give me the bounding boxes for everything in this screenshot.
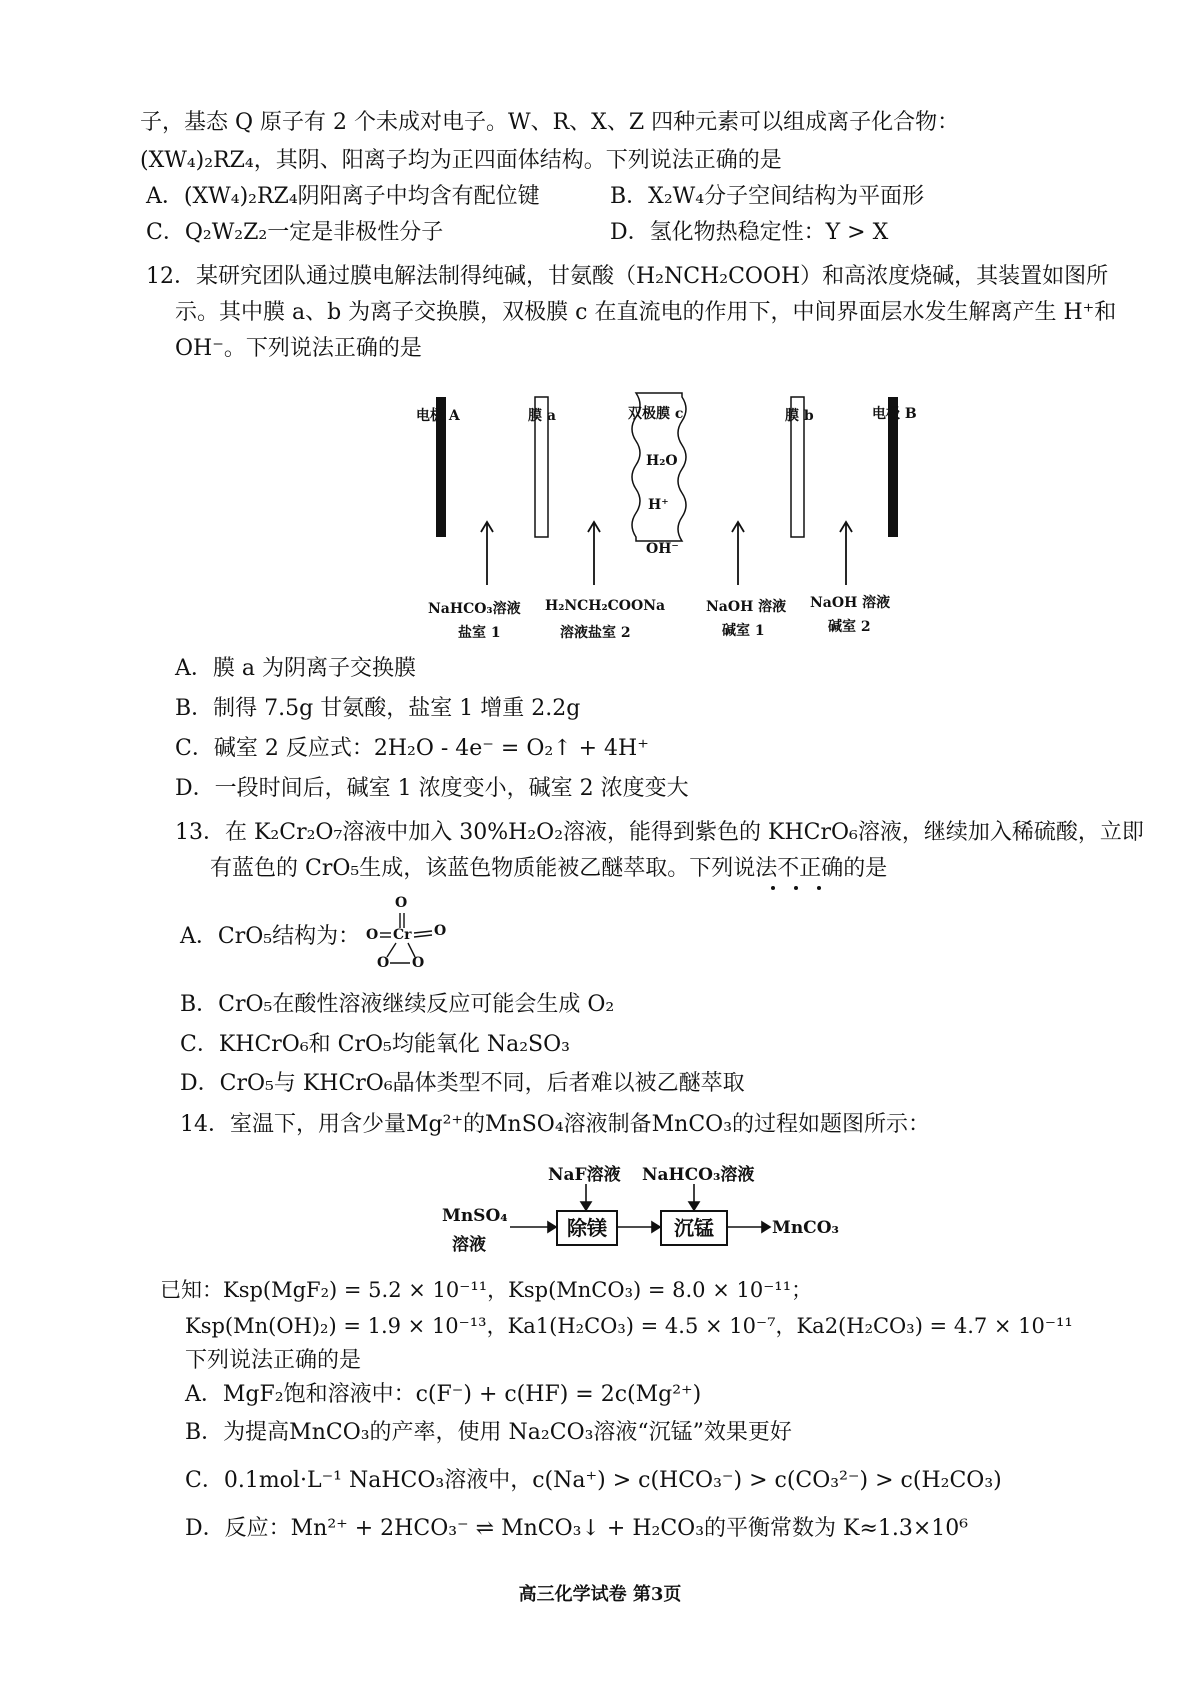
q12-line1: 12．某研究团队通过膜电解法制得纯碱，甘氨酸（H₂NCH₂COOH）和高浓度烧碱，其装置如图所 bbox=[146, 264, 1109, 289]
q13-option-d: D．CrO₅与 KHCrO₆晶体类型不同，后者难以被乙醚萃取 bbox=[180, 1071, 745, 1096]
label-room3-solution: NaOH 溶液 bbox=[706, 599, 787, 615]
label-room1-solution: NaHCO₃溶液 bbox=[428, 601, 521, 617]
q12-line2: 示。其中膜 a、b 为离子交换膜，双极膜 c 在直流电的作用下，中间界面层水发生解离产生 H⁺和 bbox=[175, 300, 1117, 325]
q13-line1: 13．在 K₂Cr₂O₇溶液中加入 30%H₂O₂溶液，能得到紫色的 KHCrO₆溶液，继续加入稀硫酸，立即 bbox=[175, 820, 1144, 845]
label-room2-name: 溶液盐室 2 bbox=[560, 625, 631, 641]
q13-option-c: C．KHCrO₆和 CrO₅均能氧化 Na₂SO₃ bbox=[180, 1032, 570, 1057]
q14-prompt: 下列说法正确的是 bbox=[185, 1348, 362, 1373]
cro5-o-bottom-right: O bbox=[412, 955, 425, 971]
flow-start-line2: 溶液 bbox=[452, 1235, 486, 1255]
q14-line1: 14．室温下，用含少量Mg²⁺的MnSO₄溶液制备MnCO₃的过程如题图所示： bbox=[180, 1112, 931, 1137]
label-oh-minus: OH⁻ bbox=[646, 541, 679, 557]
flow-start-line1: MnSO₄ bbox=[442, 1206, 508, 1226]
q14-option-d: D．反应：Mn²⁺ + 2HCO₃⁻ ⇌ MnCO₃↓ + H₂CO₃的平衡常数为 K≈1.3×10⁶ bbox=[185, 1516, 969, 1541]
page-footer: 高三化学试卷 第3页 bbox=[518, 1584, 682, 1605]
q14-option-a: A．MgF₂饱和溶液中：c(F⁻) + c(HF) = 2c(Mg²⁺) bbox=[185, 1382, 702, 1407]
q12-option-c: C．碱室 2 反应式：2H₂O - 4e⁻ = O₂↑ + 4H⁺ bbox=[175, 736, 649, 761]
q11-option-d: D．氢化物热稳定性：Y > X bbox=[610, 220, 889, 245]
q13-line2: 有蓝色的 CrO₅生成，该蓝色物质能被乙醚萃取。下列说法不正确的是 bbox=[210, 856, 888, 881]
label-membrane-b: 膜 b bbox=[785, 408, 814, 424]
q14-option-b: B．为提高MnCO₃的产率，使用 Na₂CO₃溶液“沉锰”效果更好 bbox=[185, 1420, 792, 1445]
label-h-plus: H⁺ bbox=[648, 497, 669, 513]
flow-step-precipitate-mn: 沉锰 bbox=[660, 1210, 728, 1246]
q11-line1: 子，基态 Q 原子有 2 个未成对电子。W、R、X、Z 四种元素可以组成离子化合物： bbox=[140, 110, 960, 135]
flow-product-label: MnCO₃ bbox=[772, 1218, 839, 1238]
cro5-o-right: O bbox=[434, 923, 447, 939]
label-room4-name: 碱室 2 bbox=[828, 619, 871, 635]
cro5-cr: Cr bbox=[393, 927, 412, 943]
label-room3-name: 碱室 1 bbox=[722, 623, 765, 639]
label-membrane-a: 膜 a bbox=[528, 408, 556, 424]
cro5-o-top: O bbox=[395, 895, 408, 911]
q12-option-d: D．一段时间后，碱室 1 浓度变小，碱室 2 浓度变大 bbox=[175, 776, 689, 801]
label-electrode-b: 电极 B bbox=[872, 406, 917, 422]
q12-option-b: B．制得 7.5g 甘氨酸，盐室 1 增重 2.2g bbox=[175, 696, 581, 721]
label-room1-name: 盐室 1 bbox=[458, 625, 501, 641]
cro5-o-bottom-left: O bbox=[377, 955, 390, 971]
flow-nahco3-label: NaHCO₃溶液 bbox=[642, 1165, 755, 1185]
flow-naf-label: NaF溶液 bbox=[548, 1165, 621, 1185]
label-room2-solution: H₂NCH₂COONa bbox=[545, 598, 666, 614]
q14-known-line1: 已知：Ksp(MgF₂) = 5.2 × 10⁻¹¹，Ksp(MnCO₃) = 8.0 × 10⁻¹¹； bbox=[160, 1278, 813, 1302]
q14-known-line2: Ksp(Mn(OH)₂) = 1.9 × 10⁻¹³，Ka1(H₂CO₃) = 4.5 × 10⁻⁷，Ka2(H₂CO₃) = 4.7 × 10⁻¹¹ bbox=[185, 1314, 1073, 1338]
q12-line3: OH⁻。下列说法正确的是 bbox=[175, 336, 422, 361]
q14-option-c: C．0.1mol·L⁻¹ NaHCO₃溶液中，c(Na⁺) > c(HCO₃⁻) > c(CO₃²⁻) > c(H₂CO₃) bbox=[185, 1468, 1002, 1493]
label-bipolar-membrane: 双极膜 c bbox=[628, 406, 684, 422]
cro5-o-left: O bbox=[366, 927, 379, 943]
q13-option-a: A．CrO₅结构为： bbox=[180, 924, 361, 949]
q11-option-b: B．X₂W₄分子空间结构为平面形 bbox=[610, 184, 925, 209]
label-room4-solution: NaOH 溶液 bbox=[810, 595, 891, 611]
q11-line2: (XW₄)₂RZ₄，其阴、阳离子均为正四面体结构。下列说法正确的是 bbox=[140, 148, 782, 173]
q12-option-a: A．膜 a 为阴离子交换膜 bbox=[175, 656, 416, 681]
label-h2o: H₂O bbox=[646, 453, 678, 469]
label-electrode-a: 电极 A bbox=[416, 408, 460, 424]
q11-option-c: C．Q₂W₂Z₂一定是非极性分子 bbox=[146, 220, 444, 245]
flow-step-remove-mg: 除镁 bbox=[556, 1210, 618, 1246]
q13-option-b: B．CrO₅在酸性溶液继续反应可能会生成 O₂ bbox=[180, 992, 615, 1017]
q11-option-a: A．(XW₄)₂RZ₄阴阳离子中均含有配位键 bbox=[146, 184, 540, 209]
